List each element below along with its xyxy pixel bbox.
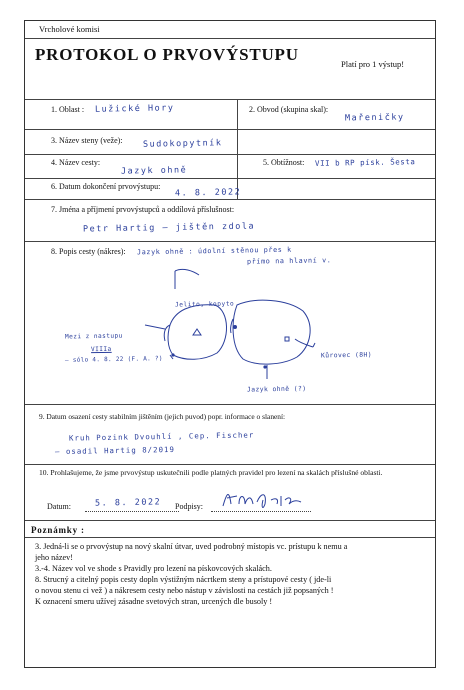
row-declaration <box>25 464 435 521</box>
area-value[interactable]: Lužické Hory <box>94 103 175 115</box>
wall-value[interactable]: Sudokopytník <box>142 138 223 150</box>
district-value[interactable]: Mařeničky <box>344 112 405 124</box>
sketch-top-label: Jelito, kopyto <box>174 300 235 309</box>
protocol-form <box>24 20 436 668</box>
row-date-done <box>25 178 435 200</box>
date-done-label: 6. Datum dokončení prvovýstupu: <box>51 182 161 191</box>
note-line: 8. Strucný a citelný popis cesty dopln výstižným nácrtkem steny a prístupové cesty ( jde-li <box>35 575 332 584</box>
row-route-grade <box>25 154 435 179</box>
valid-for-note: Platí pro 1 výstup! <box>341 59 405 69</box>
row-area-district <box>25 99 435 130</box>
anchor-value-2[interactable]: – osadil Hartig 8/2019 <box>54 444 175 457</box>
route-sketch <box>25 241 435 404</box>
row-description <box>25 241 435 405</box>
note-line: 3.-4. Název vol ve shode s Pravidly pro lezení na pískovcových skalách. <box>35 564 272 573</box>
organization-label: Vrcholové komisi <box>39 24 100 34</box>
sketch-right-label: Kůrovec (8H) <box>320 350 373 360</box>
description-label: 8. Popis cesty (nákres): <box>51 247 126 256</box>
date-label: Datum: <box>47 502 71 511</box>
note-line: jeho název! <box>35 553 73 562</box>
sketch-left-label-2: VIIIa <box>90 345 112 354</box>
sketch-left-label-1: Mezi z nastupu <box>64 332 123 341</box>
row-anchors <box>25 404 435 465</box>
note-line: 3. Jedná-li se o prvovýstup na nový skalní útvar, uved podrobný místopis vc. prístupu k nemu a <box>35 542 348 551</box>
wall-label: 3. Název steny (veže): <box>51 136 123 145</box>
notes-heading: Poznámky : <box>31 525 85 535</box>
signature[interactable] <box>217 486 317 512</box>
description-value-2[interactable]: přímo na hlavní v. <box>246 256 332 266</box>
note-line: o novou stenu ci vež ) a nákresem cesty nebo nástup v závislosti na cestách již popsaných ! <box>35 586 334 595</box>
climbers-value[interactable]: Petr Hartig – jištěn zdola <box>82 221 256 235</box>
form-header <box>25 21 435 100</box>
sketch-left-label-3: – sólo 4. 8. 22 (F. A. ?) <box>64 355 163 364</box>
climbers-label: 7. Jména a příjmení prvovýstupců a oddílová příslušnost: <box>51 205 235 214</box>
route-label: 4. Název cesty: <box>51 158 101 167</box>
signature-label: Podpisy: <box>175 502 204 511</box>
description-value[interactable]: Jazyk ohně : údolní stěnou přes k <box>136 245 292 257</box>
date-done-value[interactable]: 4. 8. 2022 <box>174 187 242 199</box>
grade-label: 5. Obtížnost: <box>263 158 305 167</box>
row-climbers <box>25 199 435 242</box>
area-label: 1. Oblast : <box>51 105 85 114</box>
route-value[interactable]: Jazyk ohně <box>120 165 188 177</box>
sketch-bottom-label: Jazyk ohně (?) <box>246 384 307 394</box>
anchor-value-1[interactable]: Kruh Pozink Dvouhlí , Cep. Fischer <box>68 430 255 443</box>
form-title: PROTOKOL O PRVOVÝSTUPU <box>35 45 299 64</box>
grade-value[interactable]: VII b RP písk. Šesta <box>314 157 416 168</box>
district-label: 2. Obvod (skupina skal): <box>249 105 329 114</box>
note-line: K oznacení smeru užívej zásadne svetových stran, urcených dle busoly ! <box>35 597 273 606</box>
row-wall <box>25 129 435 155</box>
declaration-text: 10. Prohlašujeme, že jsme prvovýstup uskutečnili podle platných pravidel pro lezení na skalách příslušné oblasti. <box>39 468 383 477</box>
date-value[interactable]: 5. 8. 2022 <box>94 497 162 509</box>
anchor-label: 9. Datum osazení cesty stabilním jištěním (jejich puvod) popr. informace o slanení: <box>39 412 286 421</box>
notes-section <box>25 521 435 667</box>
